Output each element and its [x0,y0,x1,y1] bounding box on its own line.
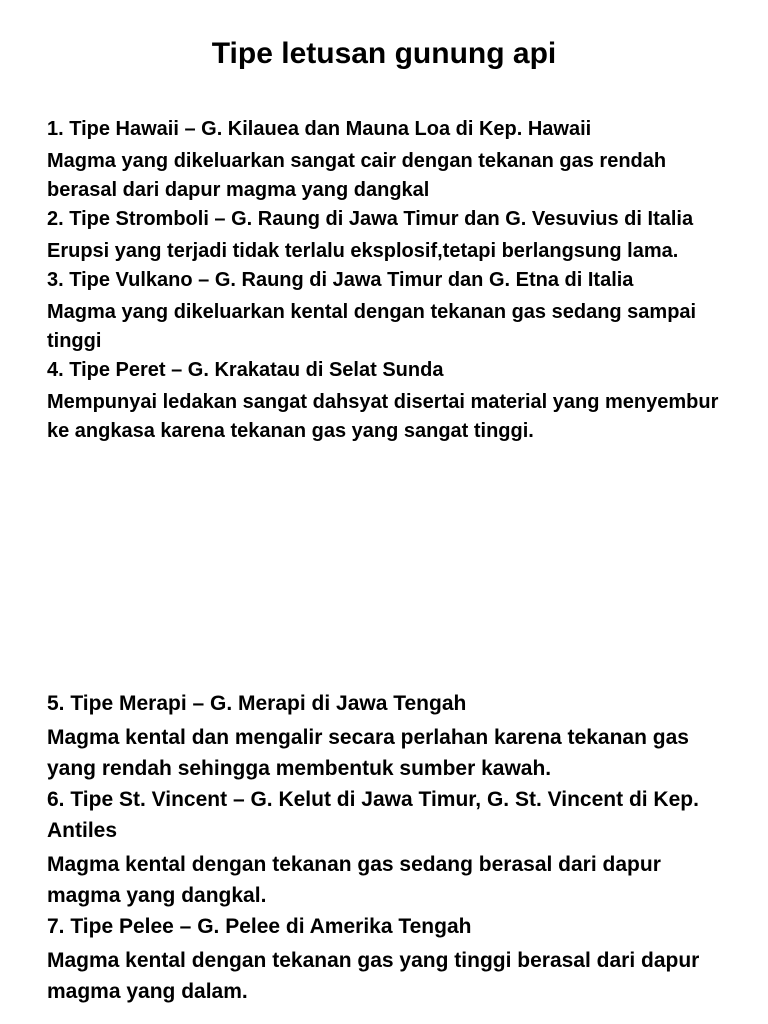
eruption-list-top [47,115,737,446]
item-description: Magma yang dikeluarkan kental dengan tekanan gas sedang sampai tinggi [47,301,697,352]
item-description: Erupsi yang terjadi tidak terlalu eksplosif,tetapi berlangsung lama. [47,240,679,262]
item-description: Magma kental dan mengalir secara perlahan karena tekanan gas yang rendah sehingga membentuk sumber kawah. [47,726,689,780]
list-item [47,784,737,911]
list-item [47,205,737,266]
item-description: Magma kental dengan tekanan gas sedang berasal dari dapur magma yang dangkal. [47,853,661,907]
item-description: Magma yang dikeluarkan sangat cair dengan tekanan gas rendah berasal dari dapur magma yang dangkal [47,150,667,201]
item-heading: 5. Tipe Merapi – G. Merapi di Jawa Tengah [47,692,467,715]
list-item [47,266,737,356]
item-heading: 4. Tipe Peret – G. Krakatau di Selat Sunda [47,359,444,381]
list-item [47,115,737,205]
item-heading: 3. Tipe Vulkano – G. Raung di Jawa Timur dan G. Etna di Italia [47,269,634,291]
item-heading: 6. Tipe St. Vincent – G. Kelut di Jawa Timur, G. St. Vincent di Kep. Antiles [47,788,699,842]
list-item [47,356,737,446]
item-heading: 2. Tipe Stromboli – G. Raung di Jawa Timur dan G. Vesuvius di Italia [47,208,694,230]
item-description: Magma kental dengan tekanan gas yang tinggi berasal dari dapur magma yang dalam. [47,949,700,1003]
list-item [47,911,737,1007]
list-item [47,688,737,784]
item-heading: 1. Tipe Hawaii – G. Kilauea dan Mauna Loa di Kep. Hawaii [47,118,592,140]
item-heading: 7. Tipe Pelee – G. Pelee di Amerika Tengah [47,915,472,938]
page-title: Tipe letusan gunung api [211,37,557,70]
item-description: Mempunyai ledakan sangat dahsyat disertai material yang menyembur ke angkasa karena tekanan gas yang sangat tinggi. [47,391,719,442]
eruption-list-bottom [47,688,737,1007]
